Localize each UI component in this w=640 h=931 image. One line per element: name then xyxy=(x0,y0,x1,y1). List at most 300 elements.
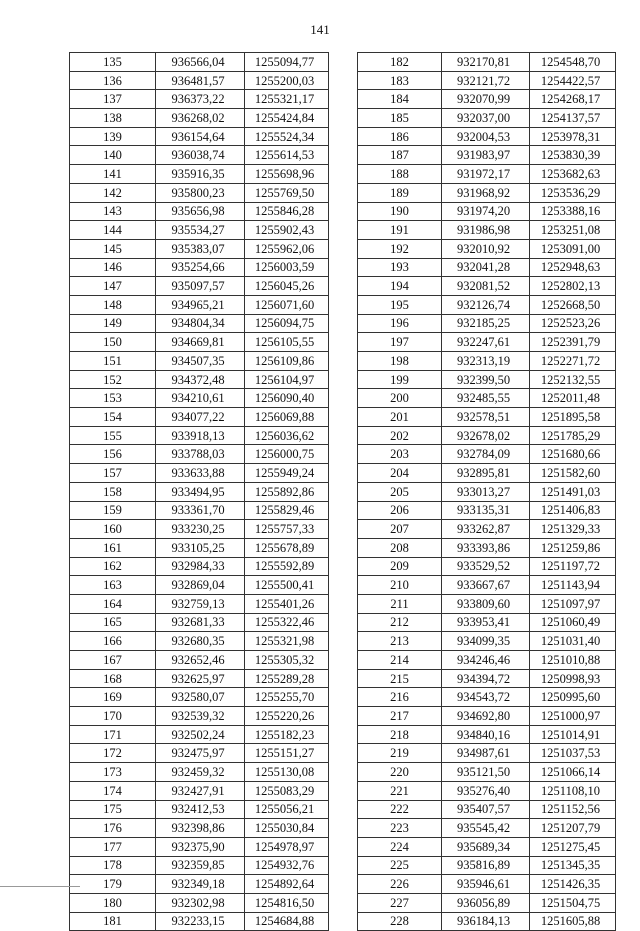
table-row xyxy=(358,239,616,258)
point-number-cell: 167 xyxy=(70,651,156,670)
y-coordinate-cell: 1255200,03 xyxy=(245,71,329,90)
x-coordinate-cell: 935656,98 xyxy=(156,202,245,221)
y-coordinate-cell: 1251785,29 xyxy=(530,426,616,445)
x-coordinate-cell: 934987,61 xyxy=(442,744,530,763)
table-row xyxy=(358,333,616,352)
point-number-cell: 223 xyxy=(358,819,442,838)
x-coordinate-cell: 932580,07 xyxy=(156,688,245,707)
point-number-cell: 214 xyxy=(358,651,442,670)
table-row xyxy=(70,520,329,539)
table-row xyxy=(358,576,616,595)
table-row xyxy=(70,856,329,875)
point-number-cell: 162 xyxy=(70,557,156,576)
point-number-cell: 228 xyxy=(358,912,442,931)
table-row xyxy=(70,893,329,912)
x-coordinate-cell: 933953,41 xyxy=(442,613,530,632)
table-row xyxy=(358,445,616,464)
point-number-cell: 200 xyxy=(358,389,442,408)
point-number-cell: 138 xyxy=(70,109,156,128)
y-coordinate-cell: 1251066,14 xyxy=(530,763,616,782)
point-number-cell: 140 xyxy=(70,146,156,165)
point-number-cell: 190 xyxy=(358,202,442,221)
point-number-cell: 137 xyxy=(70,90,156,109)
table-row xyxy=(358,651,616,670)
x-coordinate-cell: 932041,28 xyxy=(442,258,530,277)
point-number-cell: 161 xyxy=(70,538,156,557)
table-row xyxy=(358,819,616,838)
table-row xyxy=(358,800,616,819)
y-coordinate-cell: 1253536,29 xyxy=(530,183,616,202)
point-number-cell: 152 xyxy=(70,370,156,389)
y-coordinate-cell: 1255757,33 xyxy=(245,520,329,539)
table-row xyxy=(70,71,329,90)
y-coordinate-cell: 1255182,23 xyxy=(245,725,329,744)
table-row xyxy=(70,632,329,651)
point-number-cell: 218 xyxy=(358,725,442,744)
y-coordinate-cell: 1251275,45 xyxy=(530,837,616,856)
y-coordinate-cell: 1255321,98 xyxy=(245,632,329,651)
point-number-cell: 225 xyxy=(358,856,442,875)
point-number-cell: 191 xyxy=(358,221,442,240)
y-coordinate-cell: 1254684,88 xyxy=(245,912,329,931)
x-coordinate-cell: 932485,55 xyxy=(442,389,530,408)
y-coordinate-cell: 1251207,79 xyxy=(530,819,616,838)
coordinates-table-left-body xyxy=(70,53,329,931)
point-number-cell: 145 xyxy=(70,239,156,258)
coordinates-table-right-body xyxy=(358,53,616,931)
y-coordinate-cell: 1251895,58 xyxy=(530,408,616,427)
y-coordinate-cell: 1256104,97 xyxy=(245,370,329,389)
y-coordinate-cell: 1255056,21 xyxy=(245,800,329,819)
x-coordinate-cell: 932185,25 xyxy=(442,314,530,333)
x-coordinate-cell: 936038,74 xyxy=(156,146,245,165)
x-coordinate-cell: 932427,91 xyxy=(156,781,245,800)
table-row xyxy=(70,352,329,371)
x-coordinate-cell: 933633,88 xyxy=(156,464,245,483)
point-number-cell: 171 xyxy=(70,725,156,744)
point-number-cell: 136 xyxy=(70,71,156,90)
table-row xyxy=(70,445,329,464)
y-coordinate-cell: 1251504,75 xyxy=(530,893,616,912)
x-coordinate-cell: 934099,35 xyxy=(442,632,530,651)
table-row xyxy=(358,837,616,856)
point-number-cell: 174 xyxy=(70,781,156,800)
x-coordinate-cell: 932037,00 xyxy=(442,109,530,128)
point-number-cell: 209 xyxy=(358,557,442,576)
point-number-cell: 219 xyxy=(358,744,442,763)
y-coordinate-cell: 1251491,03 xyxy=(530,482,616,501)
y-coordinate-cell: 1255305,32 xyxy=(245,651,329,670)
table-row xyxy=(70,258,329,277)
page-number: 141 xyxy=(310,22,330,37)
y-coordinate-cell: 1252948,63 xyxy=(530,258,616,277)
y-coordinate-cell: 1255892,86 xyxy=(245,482,329,501)
y-coordinate-cell: 1254268,17 xyxy=(530,90,616,109)
point-number-cell: 216 xyxy=(358,688,442,707)
x-coordinate-cell: 932475,97 xyxy=(156,744,245,763)
y-coordinate-cell: 1251143,94 xyxy=(530,576,616,595)
table-row xyxy=(358,277,616,296)
table-row xyxy=(358,557,616,576)
table-row xyxy=(70,165,329,184)
x-coordinate-cell: 934804,34 xyxy=(156,314,245,333)
y-coordinate-cell: 1255949,24 xyxy=(245,464,329,483)
point-number-cell: 172 xyxy=(70,744,156,763)
point-number-cell: 182 xyxy=(358,53,442,72)
point-number-cell: 163 xyxy=(70,576,156,595)
point-number-cell: 203 xyxy=(358,445,442,464)
x-coordinate-cell: 933262,87 xyxy=(442,520,530,539)
y-coordinate-cell: 1253091,00 xyxy=(530,239,616,258)
x-coordinate-cell: 936373,22 xyxy=(156,90,245,109)
y-coordinate-cell: 1256000,75 xyxy=(245,445,329,464)
point-number-cell: 189 xyxy=(358,183,442,202)
x-coordinate-cell: 933809,60 xyxy=(442,594,530,613)
y-coordinate-cell: 1255220,26 xyxy=(245,707,329,726)
table-row xyxy=(70,744,329,763)
table-row xyxy=(70,295,329,314)
point-number-cell: 226 xyxy=(358,875,442,894)
point-number-cell: 205 xyxy=(358,482,442,501)
x-coordinate-cell: 932652,46 xyxy=(156,651,245,670)
x-coordinate-cell: 932375,90 xyxy=(156,837,245,856)
point-number-cell: 180 xyxy=(70,893,156,912)
x-coordinate-cell: 934669,81 xyxy=(156,333,245,352)
y-coordinate-cell: 1251010,88 xyxy=(530,651,616,670)
y-coordinate-cell: 1251605,88 xyxy=(530,912,616,931)
x-coordinate-cell: 933361,70 xyxy=(156,501,245,520)
table-row xyxy=(358,688,616,707)
table-row xyxy=(358,53,616,72)
table-row xyxy=(70,538,329,557)
x-coordinate-cell: 932869,04 xyxy=(156,576,245,595)
point-number-cell: 158 xyxy=(70,482,156,501)
y-coordinate-cell: 1250998,93 xyxy=(530,669,616,688)
point-number-cell: 185 xyxy=(358,109,442,128)
y-coordinate-cell: 1253682,63 xyxy=(530,165,616,184)
table-row xyxy=(70,669,329,688)
point-number-cell: 142 xyxy=(70,183,156,202)
x-coordinate-cell: 932004,53 xyxy=(442,127,530,146)
y-coordinate-cell: 1256071,60 xyxy=(245,295,329,314)
x-coordinate-cell: 932398,86 xyxy=(156,819,245,838)
point-number-cell: 198 xyxy=(358,352,442,371)
point-number-cell: 183 xyxy=(358,71,442,90)
point-number-cell: 149 xyxy=(70,314,156,333)
point-number-cell: 199 xyxy=(358,370,442,389)
y-coordinate-cell: 1252668,50 xyxy=(530,295,616,314)
table-row xyxy=(358,370,616,389)
x-coordinate-cell: 933105,25 xyxy=(156,538,245,557)
table-row xyxy=(70,501,329,520)
point-number-cell: 141 xyxy=(70,165,156,184)
x-coordinate-cell: 932895,81 xyxy=(442,464,530,483)
point-number-cell: 192 xyxy=(358,239,442,258)
table-row xyxy=(70,725,329,744)
point-number-cell: 181 xyxy=(70,912,156,931)
y-coordinate-cell: 1251329,33 xyxy=(530,520,616,539)
table-row xyxy=(358,90,616,109)
y-coordinate-cell: 1255255,70 xyxy=(245,688,329,707)
x-coordinate-cell: 934965,21 xyxy=(156,295,245,314)
point-number-cell: 159 xyxy=(70,501,156,520)
point-number-cell: 176 xyxy=(70,819,156,838)
table-row xyxy=(70,426,329,445)
table-row xyxy=(358,165,616,184)
y-coordinate-cell: 1251680,66 xyxy=(530,445,616,464)
y-coordinate-cell: 1255401,26 xyxy=(245,594,329,613)
x-coordinate-cell: 933494,95 xyxy=(156,482,245,501)
x-coordinate-cell: 933393,86 xyxy=(442,538,530,557)
table-row xyxy=(70,651,329,670)
table-row xyxy=(358,781,616,800)
table-row xyxy=(70,837,329,856)
x-coordinate-cell: 935916,35 xyxy=(156,165,245,184)
point-number-cell: 217 xyxy=(358,707,442,726)
y-coordinate-cell: 1255846,28 xyxy=(245,202,329,221)
table-row xyxy=(358,258,616,277)
y-coordinate-cell: 1255614,53 xyxy=(245,146,329,165)
point-number-cell: 186 xyxy=(358,127,442,146)
y-coordinate-cell: 1252011,48 xyxy=(530,389,616,408)
x-coordinate-cell: 932759,13 xyxy=(156,594,245,613)
coordinates-table-right xyxy=(357,52,616,931)
x-coordinate-cell: 933918,13 xyxy=(156,426,245,445)
x-coordinate-cell: 932680,35 xyxy=(156,632,245,651)
x-coordinate-cell: 933788,03 xyxy=(156,445,245,464)
y-coordinate-cell: 1255030,84 xyxy=(245,819,329,838)
table-row xyxy=(358,538,616,557)
x-coordinate-cell: 933667,67 xyxy=(442,576,530,595)
point-number-cell: 148 xyxy=(70,295,156,314)
x-coordinate-cell: 932784,09 xyxy=(442,445,530,464)
y-coordinate-cell: 1255094,77 xyxy=(245,53,329,72)
point-number-cell: 165 xyxy=(70,613,156,632)
table-row xyxy=(358,632,616,651)
point-number-cell: 146 xyxy=(70,258,156,277)
point-number-cell: 187 xyxy=(358,146,442,165)
table-row xyxy=(70,408,329,427)
x-coordinate-cell: 935407,57 xyxy=(442,800,530,819)
table-row xyxy=(358,127,616,146)
point-number-cell: 168 xyxy=(70,669,156,688)
point-number-cell: 220 xyxy=(358,763,442,782)
y-coordinate-cell: 1255500,41 xyxy=(245,576,329,595)
point-number-cell: 156 xyxy=(70,445,156,464)
table-row xyxy=(358,669,616,688)
table-row xyxy=(70,333,329,352)
y-coordinate-cell: 1254892,64 xyxy=(245,875,329,894)
table-row xyxy=(358,912,616,931)
table-row xyxy=(358,389,616,408)
x-coordinate-cell: 935545,42 xyxy=(442,819,530,838)
point-number-cell: 157 xyxy=(70,464,156,483)
table-row xyxy=(358,856,616,875)
y-coordinate-cell: 1254422,57 xyxy=(530,71,616,90)
y-coordinate-cell: 1256094,75 xyxy=(245,314,329,333)
x-coordinate-cell: 932349,18 xyxy=(156,875,245,894)
table-row xyxy=(358,295,616,314)
point-number-cell: 208 xyxy=(358,538,442,557)
x-coordinate-cell: 932121,72 xyxy=(442,71,530,90)
x-coordinate-cell: 931972,17 xyxy=(442,165,530,184)
x-coordinate-cell: 934692,80 xyxy=(442,707,530,726)
x-coordinate-cell: 935254,66 xyxy=(156,258,245,277)
x-coordinate-cell: 932399,50 xyxy=(442,370,530,389)
y-coordinate-cell: 1254816,50 xyxy=(245,893,329,912)
x-coordinate-cell: 933230,25 xyxy=(156,520,245,539)
y-coordinate-cell: 1256036,62 xyxy=(245,426,329,445)
point-number-cell: 213 xyxy=(358,632,442,651)
x-coordinate-cell: 932081,52 xyxy=(442,277,530,296)
y-coordinate-cell: 1256069,88 xyxy=(245,408,329,427)
point-number-cell: 193 xyxy=(358,258,442,277)
x-coordinate-cell: 936184,13 xyxy=(442,912,530,931)
table-row xyxy=(358,314,616,333)
table-row xyxy=(358,202,616,221)
x-coordinate-cell: 933013,27 xyxy=(442,482,530,501)
point-number-cell: 215 xyxy=(358,669,442,688)
point-number-cell: 135 xyxy=(70,53,156,72)
table-row xyxy=(70,594,329,613)
x-coordinate-cell: 935097,57 xyxy=(156,277,245,296)
y-coordinate-cell: 1256109,86 xyxy=(245,352,329,371)
table-row xyxy=(358,71,616,90)
x-coordinate-cell: 931968,92 xyxy=(442,183,530,202)
point-number-cell: 170 xyxy=(70,707,156,726)
x-coordinate-cell: 934246,46 xyxy=(442,651,530,670)
table-row xyxy=(358,109,616,128)
x-coordinate-cell: 935800,23 xyxy=(156,183,245,202)
table-row xyxy=(70,109,329,128)
point-number-cell: 195 xyxy=(358,295,442,314)
x-coordinate-cell: 934840,16 xyxy=(442,725,530,744)
x-coordinate-cell: 932126,74 xyxy=(442,295,530,314)
x-coordinate-cell: 932502,24 xyxy=(156,725,245,744)
table-row xyxy=(70,688,329,707)
x-coordinate-cell: 932984,33 xyxy=(156,557,245,576)
point-number-cell: 178 xyxy=(70,856,156,875)
table-row xyxy=(70,557,329,576)
x-coordinate-cell: 933529,52 xyxy=(442,557,530,576)
x-coordinate-cell: 934210,61 xyxy=(156,389,245,408)
table-row xyxy=(358,183,616,202)
y-coordinate-cell: 1255902,43 xyxy=(245,221,329,240)
point-number-cell: 207 xyxy=(358,520,442,539)
y-coordinate-cell: 1252391,79 xyxy=(530,333,616,352)
table-row xyxy=(70,576,329,595)
x-coordinate-cell: 932459,32 xyxy=(156,763,245,782)
point-number-cell: 169 xyxy=(70,688,156,707)
y-coordinate-cell: 1254932,76 xyxy=(245,856,329,875)
table-row xyxy=(70,90,329,109)
x-coordinate-cell: 932625,97 xyxy=(156,669,245,688)
point-number-cell: 147 xyxy=(70,277,156,296)
x-coordinate-cell: 936056,89 xyxy=(442,893,530,912)
table-row xyxy=(358,426,616,445)
table-row xyxy=(70,613,329,632)
y-coordinate-cell: 1255769,50 xyxy=(245,183,329,202)
y-coordinate-cell: 1255151,27 xyxy=(245,744,329,763)
y-coordinate-cell: 1252271,72 xyxy=(530,352,616,371)
table-row xyxy=(358,725,616,744)
y-coordinate-cell: 1251037,53 xyxy=(530,744,616,763)
table-row xyxy=(358,875,616,894)
point-number-cell: 204 xyxy=(358,464,442,483)
x-coordinate-cell: 934077,22 xyxy=(156,408,245,427)
point-number-cell: 179 xyxy=(70,875,156,894)
point-number-cell: 211 xyxy=(358,594,442,613)
point-number-cell: 212 xyxy=(358,613,442,632)
point-number-cell: 184 xyxy=(358,90,442,109)
point-number-cell: 173 xyxy=(70,763,156,782)
y-coordinate-cell: 1254548,70 xyxy=(530,53,616,72)
point-number-cell: 202 xyxy=(358,426,442,445)
y-coordinate-cell: 1251197,72 xyxy=(530,557,616,576)
x-coordinate-cell: 932233,15 xyxy=(156,912,245,931)
table-row xyxy=(358,408,616,427)
y-coordinate-cell: 1255130,08 xyxy=(245,763,329,782)
table-row xyxy=(358,744,616,763)
y-coordinate-cell: 1255321,17 xyxy=(245,90,329,109)
x-coordinate-cell: 931974,20 xyxy=(442,202,530,221)
y-coordinate-cell: 1251108,10 xyxy=(530,781,616,800)
y-coordinate-cell: 1256045,26 xyxy=(245,277,329,296)
table-row xyxy=(358,707,616,726)
x-coordinate-cell: 932412,53 xyxy=(156,800,245,819)
x-coordinate-cell: 931986,98 xyxy=(442,221,530,240)
x-coordinate-cell: 934372,48 xyxy=(156,370,245,389)
table-row xyxy=(358,464,616,483)
y-coordinate-cell: 1251000,97 xyxy=(530,707,616,726)
point-number-cell: 150 xyxy=(70,333,156,352)
table-row xyxy=(70,53,329,72)
point-number-cell: 160 xyxy=(70,520,156,539)
x-coordinate-cell: 936481,57 xyxy=(156,71,245,90)
x-coordinate-cell: 935946,61 xyxy=(442,875,530,894)
footnote-rule xyxy=(0,886,80,887)
table-row xyxy=(358,482,616,501)
y-coordinate-cell: 1255962,06 xyxy=(245,239,329,258)
table-row xyxy=(358,501,616,520)
y-coordinate-cell: 1250995,60 xyxy=(530,688,616,707)
x-coordinate-cell: 932170,81 xyxy=(442,53,530,72)
y-coordinate-cell: 1251097,97 xyxy=(530,594,616,613)
point-number-cell: 177 xyxy=(70,837,156,856)
y-coordinate-cell: 1256105,55 xyxy=(245,333,329,352)
y-coordinate-cell: 1251406,83 xyxy=(530,501,616,520)
y-coordinate-cell: 1254137,57 xyxy=(530,109,616,128)
y-coordinate-cell: 1254978,97 xyxy=(245,837,329,856)
y-coordinate-cell: 1252132,55 xyxy=(530,370,616,389)
table-row xyxy=(70,781,329,800)
y-coordinate-cell: 1253388,16 xyxy=(530,202,616,221)
x-coordinate-cell: 932070,99 xyxy=(442,90,530,109)
point-number-cell: 154 xyxy=(70,408,156,427)
table-row xyxy=(70,314,329,333)
y-coordinate-cell: 1255698,96 xyxy=(245,165,329,184)
x-coordinate-cell: 932578,51 xyxy=(442,408,530,427)
point-number-cell: 206 xyxy=(358,501,442,520)
point-number-cell: 197 xyxy=(358,333,442,352)
table-row xyxy=(70,800,329,819)
table-row xyxy=(70,239,329,258)
point-number-cell: 139 xyxy=(70,127,156,146)
table-row xyxy=(70,464,329,483)
y-coordinate-cell: 1255524,34 xyxy=(245,127,329,146)
x-coordinate-cell: 934507,35 xyxy=(156,352,245,371)
y-coordinate-cell: 1252802,13 xyxy=(530,277,616,296)
